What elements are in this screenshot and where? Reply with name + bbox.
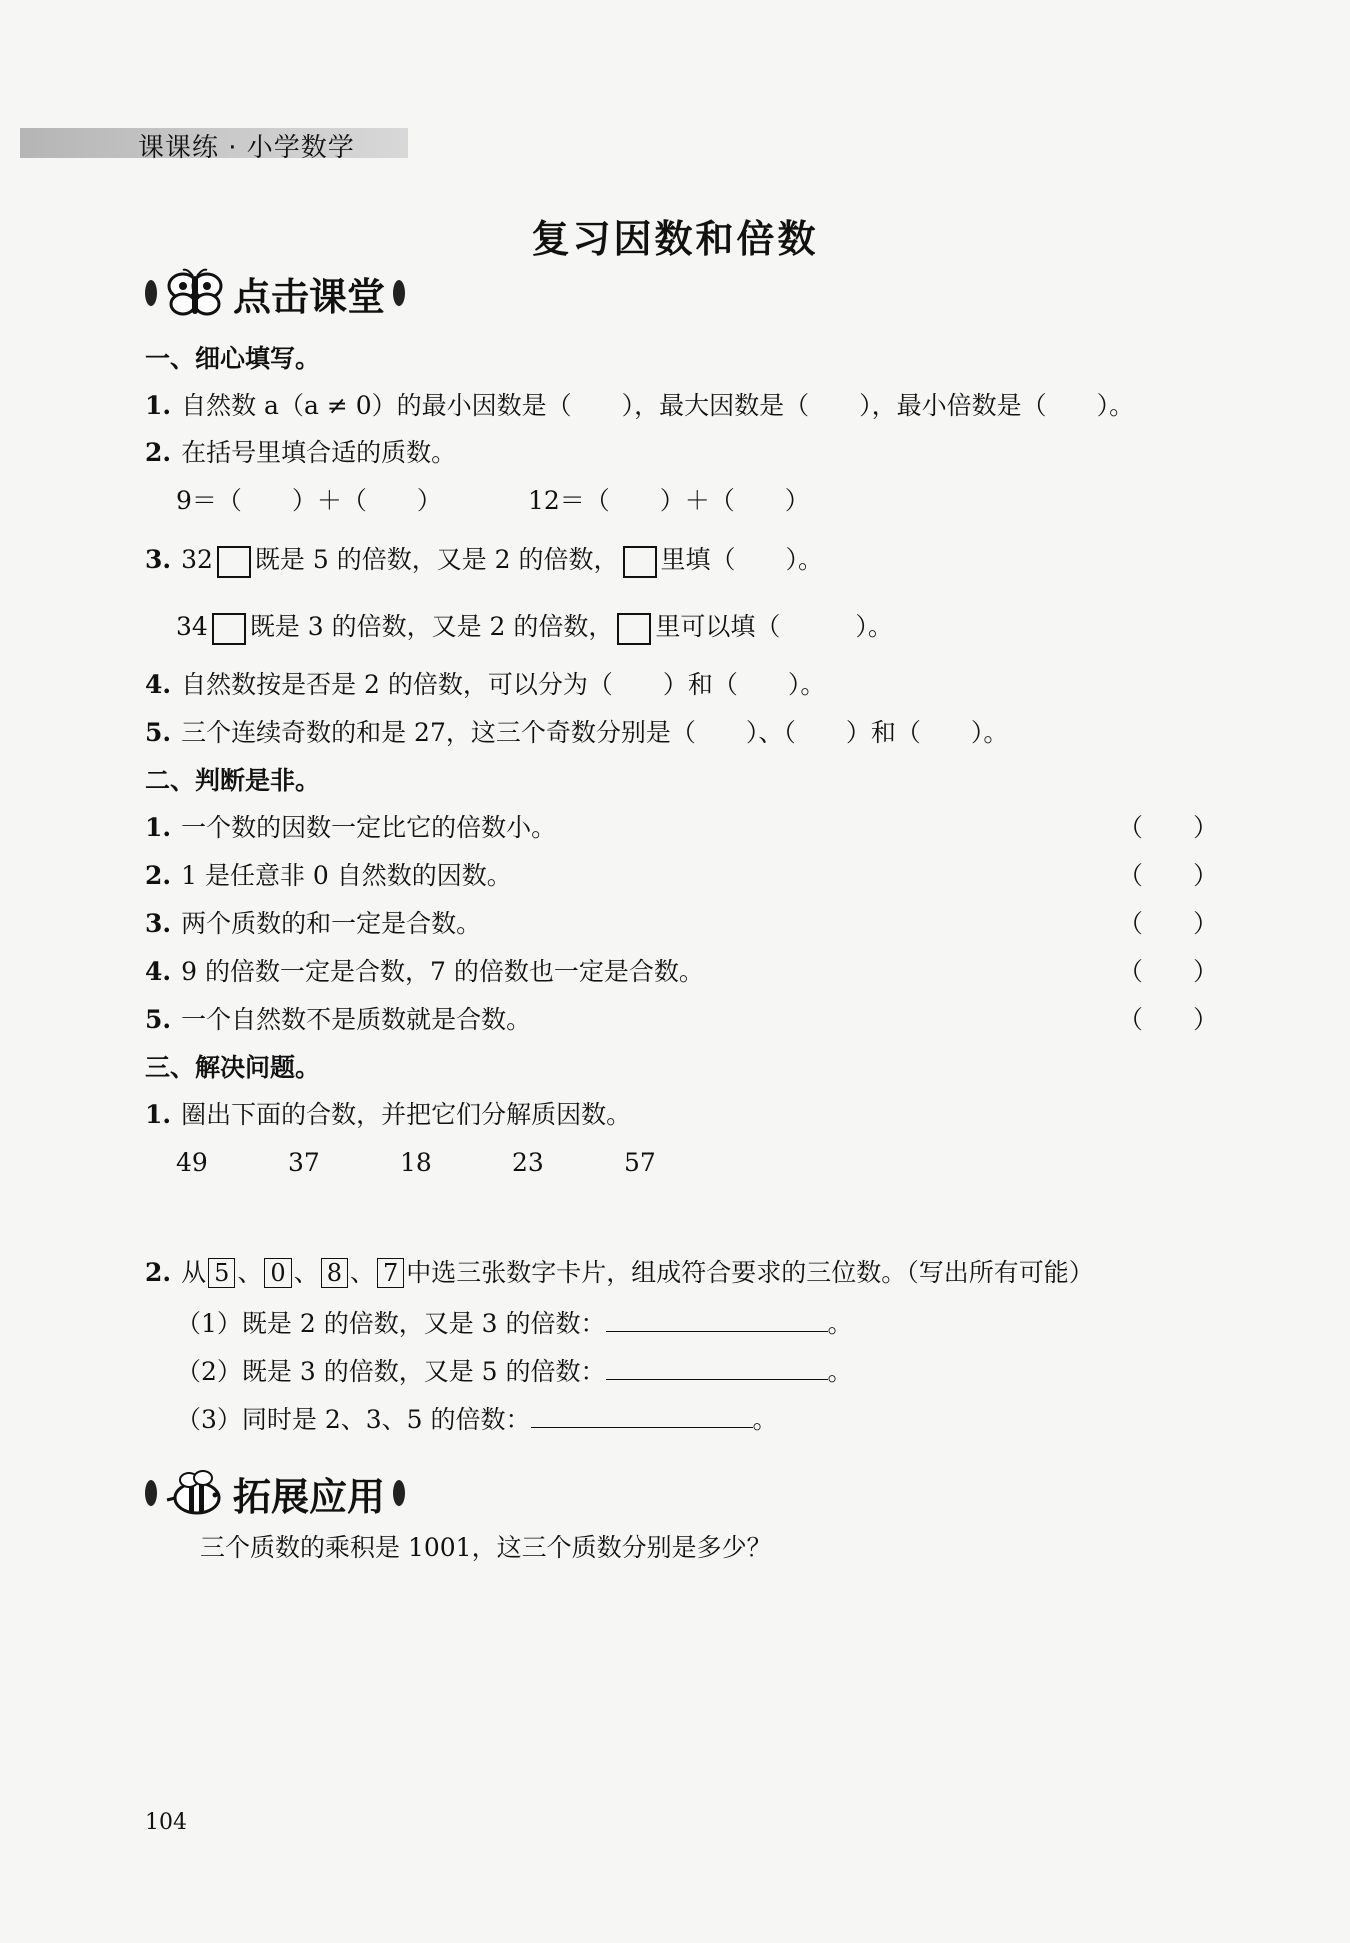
header-text: 课课练 · 小学数学 [138,133,355,163]
q-number: 1. [145,813,172,842]
separator: 、 [350,1258,376,1287]
q3b-middle: 既是 3 的倍数，又是 2 的倍数， [249,612,614,641]
q-text: 自然数按是否是 2 的倍数，可以分为（ ）和（ ）。 [181,670,826,699]
digit-card: 7 [377,1258,404,1288]
q-text: 在括号里填合适的质数。 [181,438,457,467]
blank-box[interactable] [617,613,651,645]
number-list [176,1148,736,1177]
q-number: 2. [145,1258,172,1287]
separator: 、 [293,1258,319,1287]
part1-q3b [176,610,893,645]
judge-answer-2[interactable]: （ ） [1118,861,1219,890]
butterfly-icon [163,268,227,318]
bee-icon [163,1468,227,1518]
q-number: 4. [145,670,172,699]
q-text: 9 的倍数一定是合数，7 的倍数也一定是合数。 [181,957,704,986]
q2-prefix: 从 [181,1258,207,1287]
judge-answer-5[interactable]: （ ） [1118,1005,1219,1034]
judge-item-2 [145,859,512,893]
q-number: 1. [145,1100,172,1129]
sub-end: 。 [827,1309,853,1338]
part2-heading: 二、判断是非。 [145,766,321,795]
number-item[interactable]: 57 [624,1148,656,1177]
part3-q1 [145,1098,631,1132]
q-text: 两个质数的和一定是合数。 [181,909,482,938]
answer-line[interactable] [606,1355,828,1380]
q3a-prefix: 32 [181,545,213,574]
judge-answer-3[interactable]: （ ） [1118,909,1219,938]
q-number: 2. [145,438,172,467]
part1-heading: 一、细心填写。 [145,344,321,373]
part3-q2 [145,1256,1094,1290]
banner-cap-left [145,1480,157,1506]
extension-question: 三个质数的乘积是 1001，这三个质数分别是多少？ [200,1533,772,1562]
section-banner-label: 点击课堂 [233,274,386,319]
banner-cap-left [145,280,157,306]
q3b-prefix: 34 [176,612,208,641]
sub-text: （3）同时是 2、3、5 的倍数： [176,1405,531,1434]
blank-box[interactable] [217,546,251,578]
digit-card: 5 [208,1258,235,1288]
q2-suffix: 中选三张数字卡片，组成符合要求的三位数。（写出所有可能） [406,1258,1094,1287]
q3a-suffix: 里填（ ）。 [660,545,824,574]
page-title-text: 复习因数和倍数 [531,217,819,261]
part1-q5 [145,716,1008,750]
part1-q4 [145,668,825,702]
q-number: 5. [145,718,172,747]
q3b-suffix: 里可以填（ ）。 [655,612,893,641]
part3-q2-sub3 [176,1403,778,1437]
digit-card: 0 [264,1258,291,1288]
sub-text: （2）既是 3 的倍数，又是 5 的倍数： [176,1357,606,1386]
q-text: 三个连续奇数的和是 27，这三个奇数分别是（ ）、（ ）和（ ）。 [181,718,1009,747]
part1-q1 [145,389,1134,423]
separator: 、 [237,1258,263,1287]
blank-box[interactable] [623,546,657,578]
q-number: 5. [145,1005,172,1034]
q-number: 2. [145,861,172,890]
banner-cap-right [393,280,405,306]
section-banner-extension [145,1468,405,1518]
number-item[interactable]: 23 [512,1148,544,1177]
judge-answer-4[interactable]: （ ） [1118,957,1219,986]
q-text: 一个数的因数一定比它的倍数小。 [181,813,557,842]
q-text: 圈出下面的合数，并把它们分解质因数。 [181,1100,632,1129]
answer-line[interactable] [606,1307,828,1332]
part3-q2-sub1 [176,1307,853,1341]
section-banner-label: 拓展应用 [233,1474,386,1519]
number-item[interactable]: 49 [176,1148,208,1177]
part3-heading: 三、解决问题。 [145,1053,321,1082]
part3-q2-sub2 [176,1355,853,1389]
q-number: 3. [145,909,172,938]
q-text: 自然数 a（a ≠ 0）的最小因数是（ ），最大因数是（ ），最小倍数是（ ）。 [181,391,1135,420]
q-text: 1 是任意非 0 自然数的因数。 [181,861,512,890]
section-banner-classroom [145,268,405,318]
part1-q3a [145,543,823,578]
judge-item-1 [145,811,556,845]
answer-line[interactable] [531,1403,753,1428]
judge-item-3 [145,907,481,941]
q-number: 1. [145,391,172,420]
q3a-middle: 既是 5 的倍数，又是 2 的倍数， [254,545,619,574]
judge-answer-1[interactable]: （ ） [1118,813,1219,842]
judge-item-5 [145,1003,531,1037]
page-number: 104 [145,1810,187,1835]
q-number: 4. [145,957,172,986]
sub-end: 。 [752,1405,778,1434]
judge-item-4 [145,955,704,989]
blank-box[interactable] [212,613,246,645]
banner-cap-right [393,1480,405,1506]
q-number: 3. [145,545,172,574]
number-item[interactable]: 37 [288,1148,320,1177]
part1-q2-eq2: 12＝（ ）＋（ ） [528,486,810,515]
page-title [0,208,1350,263]
q-text: 一个自然数不是质数就是合数。 [181,1005,532,1034]
digit-card: 8 [321,1258,348,1288]
part1-q2-eq1: 9＝（ ）＋（ ） [176,486,442,515]
part1-q2 [145,436,456,470]
sub-end: 。 [827,1357,853,1386]
sub-text: （1）既是 2 的倍数，又是 3 的倍数： [176,1309,606,1338]
number-item[interactable]: 18 [400,1148,432,1177]
